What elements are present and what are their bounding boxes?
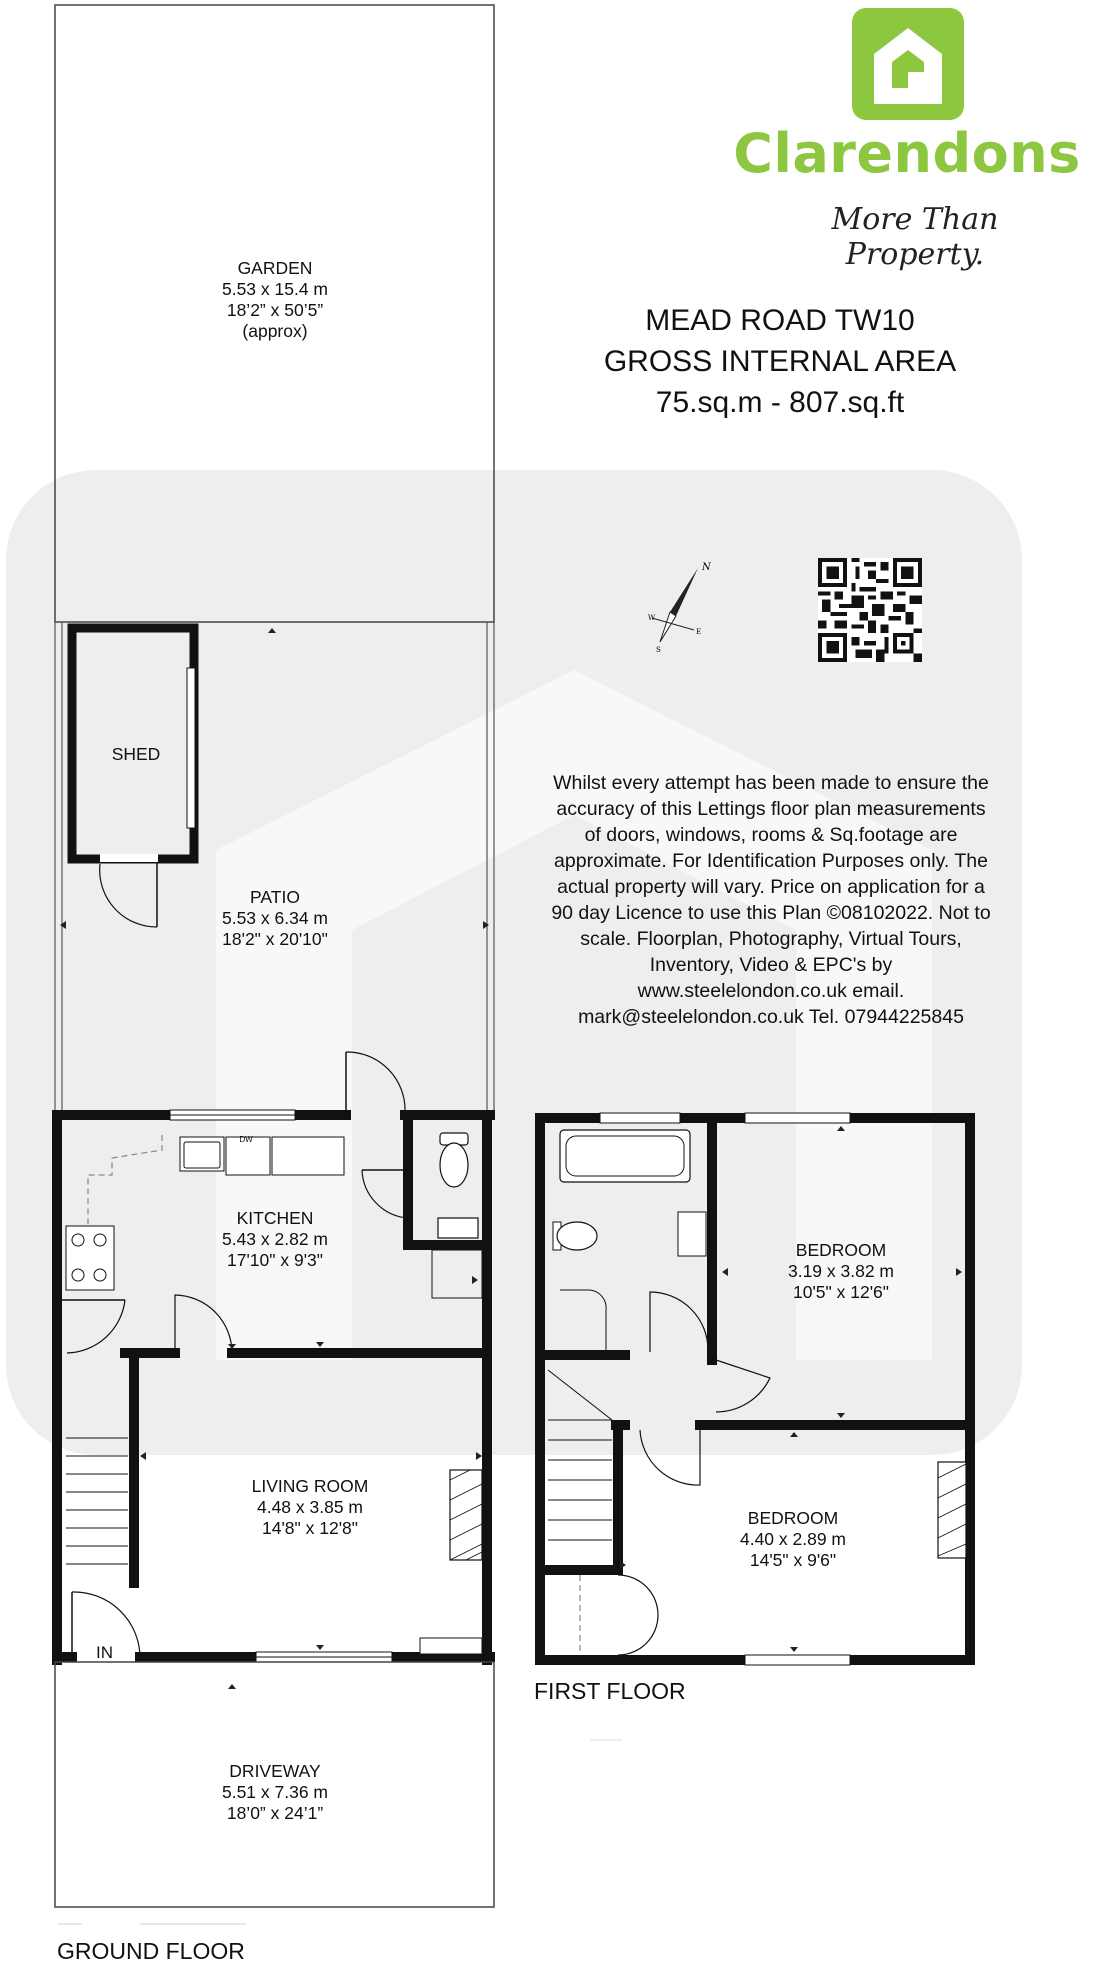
room-imperial: 17'10" x 9'3" <box>227 1250 323 1270</box>
compass-w: W <box>648 614 656 622</box>
compass-s: S <box>656 646 661 654</box>
room-bedroom-2 <box>693 1508 893 1571</box>
room-imperial: 18'2" x 20'10" <box>222 929 328 949</box>
room-name: KITCHEN <box>236 1208 314 1228</box>
house-logo-icon <box>852 8 964 120</box>
ground-floor-label: GROUND FLOOR <box>57 1938 245 1964</box>
disclaimer-line: accuracy of this Lettings floor plan measurements <box>556 798 986 820</box>
room-name: DRIVEWAY <box>229 1761 321 1781</box>
property-address: MEAD ROAD TW10 <box>645 304 915 337</box>
brand-tagline: More Than Property. <box>831 202 999 272</box>
dishwasher-label: DW <box>239 1135 253 1144</box>
room-metric: 4.48 x 3.85 m <box>256 1497 364 1517</box>
room-imperial: 14'5" x 9'6" <box>749 1550 837 1570</box>
room-name: BEDROOM <box>795 1240 887 1260</box>
entrance-label: IN <box>96 1643 113 1662</box>
disclaimer-line: actual property will vary. Price on application for a <box>557 876 985 898</box>
room-imperial: 14'8" x 12'8" <box>262 1518 358 1538</box>
disclaimer-line: Inventory, Video & EPC's by <box>649 954 893 976</box>
qr-code-icon[interactable] <box>818 558 922 662</box>
disclaimer-line: scale. Floorplan, Photography, Virtual Tours, <box>580 928 962 950</box>
disclaimer-text <box>540 770 1002 1030</box>
room-metric: 5.51 x 7.36 m <box>221 1782 329 1802</box>
room-garden <box>175 258 375 342</box>
room-name: PATIO <box>250 887 300 907</box>
room-driveway <box>175 1761 375 1824</box>
room-shed <box>96 744 176 765</box>
room-name: GARDEN <box>237 258 313 278</box>
room-metric: 5.43 x 2.82 m <box>221 1229 329 1249</box>
room-note: (approx) <box>242 321 308 341</box>
room-metric: 4.40 x 2.89 m <box>739 1529 847 1549</box>
room-metric: 3.19 x 3.82 m <box>787 1261 895 1281</box>
room-name: BEDROOM <box>747 1508 839 1528</box>
room-imperial: 18’2” x 50’5” <box>226 300 324 320</box>
disclaimer-line: mark@steelelondon.co.uk Tel. 07944225845 <box>578 1006 964 1028</box>
brand-logo <box>852 8 964 120</box>
room-name: SHED <box>111 744 161 764</box>
room-patio <box>175 887 375 950</box>
disclaimer-line: www.steelelondon.co.uk email. <box>637 980 905 1002</box>
room-imperial: 10'5" x 12'6" <box>793 1282 889 1302</box>
first-floor-label: FIRST FLOOR <box>534 1678 686 1704</box>
room-imperial: 18’0” x 24’1” <box>226 1803 324 1823</box>
compass-icon <box>640 558 712 654</box>
compass-n: N <box>702 562 711 573</box>
room-name: LIVING ROOM <box>251 1476 369 1496</box>
room-kitchen <box>175 1208 375 1271</box>
room-bedroom-1 <box>741 1240 941 1303</box>
area-value: 75.sq.m - 807.sq.ft <box>655 386 905 419</box>
disclaimer-line: of doors, windows, rooms & Sq.footage are <box>584 824 958 846</box>
disclaimer-line: approximate. For Identification Purposes only. The <box>554 850 988 872</box>
room-metric: 5.53 x 6.34 m <box>221 908 329 928</box>
room-metric: 5.53 x 15.4 m <box>221 279 329 299</box>
property-title <box>560 300 1000 423</box>
area-heading: GROSS INTERNAL AREA <box>603 345 957 378</box>
disclaimer-line: 90 day Licence to use this Plan ©08102022. Not to <box>551 902 991 924</box>
disclaimer-line: Whilst every attempt has been made to ensure the <box>553 772 989 794</box>
brand-name: Clarendons <box>733 122 1081 185</box>
room-living <box>210 1476 410 1539</box>
compass-e: E <box>696 628 702 636</box>
